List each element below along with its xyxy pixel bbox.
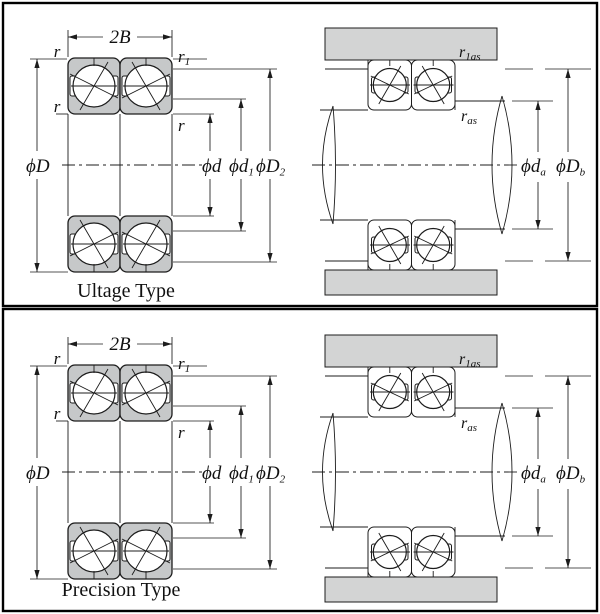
label-bore-diameter: ϕd: [202, 156, 222, 177]
label-housing-fillet: r1as: [459, 351, 481, 370]
panel-caption-ultage: Ultage Type: [77, 280, 175, 302]
label-outer-diameter: ϕD: [26, 463, 50, 484]
label-chamfer-r1-top-right: r1: [178, 354, 191, 375]
panel1-drawing: [30, 28, 591, 295]
label-chamfer-r-bottom-left: r: [53, 97, 61, 116]
label-outer-shoulder-diameter: ϕD2: [256, 156, 286, 179]
label-width-2b: 2B: [109, 27, 131, 48]
label-width-2b: 2B: [109, 334, 131, 355]
label-housing-shoulder-diameter: ϕDb: [556, 463, 586, 486]
label-chamfer-r-inner-right: r: [178, 116, 185, 135]
label-housing-fillet: r1as: [459, 44, 481, 63]
label-shaft-fillet: ras: [461, 108, 478, 127]
label-chamfer-r-top-left: r: [53, 349, 61, 368]
label-shaft-fillet: ras: [461, 415, 478, 434]
label-chamfer-r-top-left: r: [53, 42, 61, 61]
label-inner-shoulder-diameter: ϕd1: [229, 463, 254, 486]
label-bore-diameter: ϕd: [202, 463, 222, 484]
label-housing-shoulder-diameter: ϕDb: [556, 156, 586, 179]
panel2-drawing: [30, 335, 591, 602]
label-inner-shoulder-diameter: ϕd1: [229, 156, 254, 179]
label-shaft-shoulder-diameter: ϕda: [521, 463, 546, 486]
panel-caption-precision: Precision Type: [61, 579, 181, 601]
label-shaft-shoulder-diameter: ϕda: [521, 156, 546, 179]
label-chamfer-r-inner-right: r: [178, 423, 185, 442]
label-chamfer-r-bottom-left: r: [53, 404, 61, 423]
label-outer-shoulder-diameter: ϕD2: [256, 463, 286, 486]
label-outer-diameter: ϕD: [26, 156, 50, 177]
label-chamfer-r1-top-right: r1: [178, 47, 191, 68]
